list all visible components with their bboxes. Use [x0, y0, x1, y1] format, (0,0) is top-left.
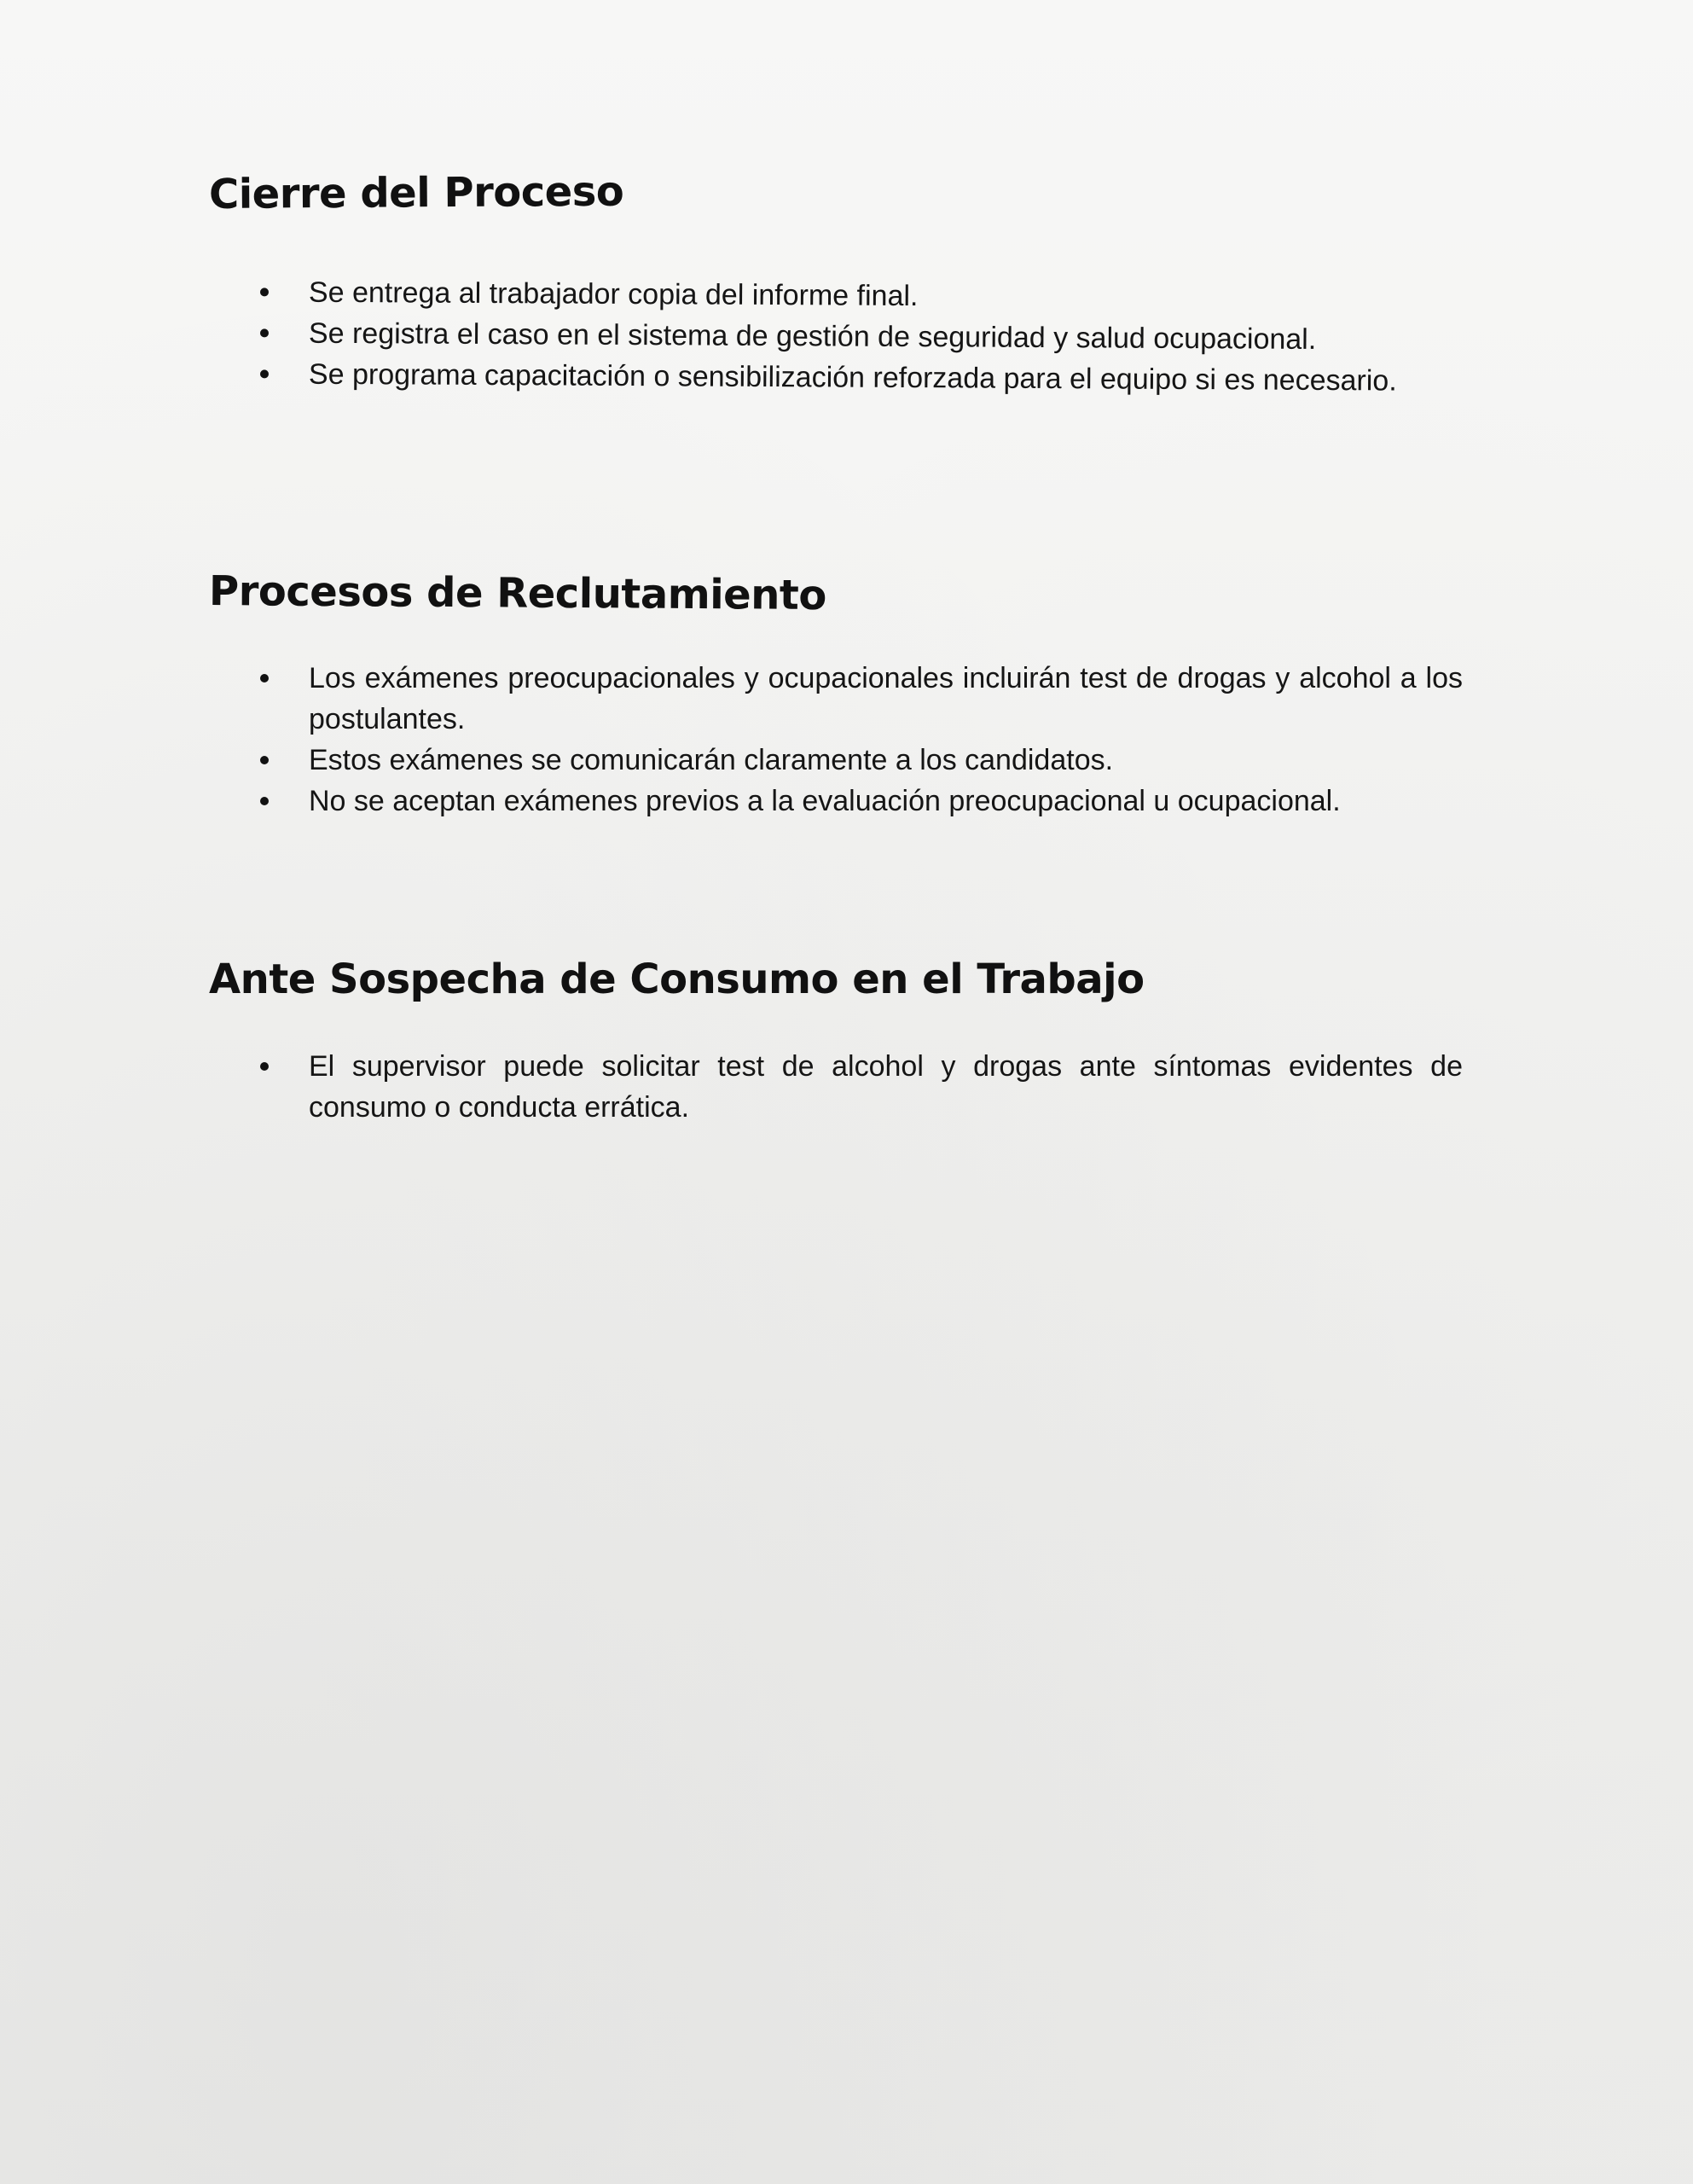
bullet-icon	[260, 797, 269, 805]
bullet-icon	[260, 674, 269, 682]
bullet-icon	[260, 369, 269, 378]
section-procesos-de-reclutamiento	[209, 567, 1463, 822]
list-item-text: El supervisor puede solicitar test de alcohol y drogas ante síntomas evidentes de consumo o conducta errática.	[309, 1050, 1463, 1124]
bullet-list	[209, 271, 1463, 398]
section-cierre-del-proceso	[208, 167, 1463, 398]
list-item-text: Los exámenes preocupacionales y ocupacionales incluirán test de drogas y alcohol a los postulantes.	[309, 662, 1463, 735]
list-item-text: Se registra el caso en el sistema de gestión de seguridad y salud ocupacional.	[308, 317, 1317, 356]
bullet-icon	[260, 756, 269, 764]
bullet-list	[209, 1046, 1463, 1128]
bullet-icon	[260, 1062, 269, 1071]
section-title: Ante Sospecha de Consumo en el Trabajo	[209, 956, 1145, 1003]
section-ante-sospecha-de-consumo	[209, 956, 1463, 1128]
list-item	[209, 740, 1463, 781]
section-title: Cierre del Proceso	[208, 167, 624, 218]
bullet-list	[209, 658, 1463, 822]
list-item-text: Estos exámenes se comunicarán claramente a los candidatos.	[309, 744, 1114, 776]
bullet-icon	[260, 288, 269, 296]
list-item-text: Se programa capacitación o sensibilización reforzada para el equipo si es necesario.	[308, 357, 1397, 398]
bullet-icon	[260, 328, 269, 337]
list-item	[209, 781, 1463, 822]
list-item	[209, 1046, 1463, 1128]
section-title: Procesos de Reclutamiento	[208, 567, 827, 620]
list-item-text: No se aceptan exámenes previos a la evaluación preocupacional u ocupacional.	[309, 785, 1341, 817]
list-item-text: Se entrega al trabajador copia del informe final.	[308, 276, 919, 313]
list-item	[209, 353, 1463, 402]
list-item	[209, 658, 1463, 740]
